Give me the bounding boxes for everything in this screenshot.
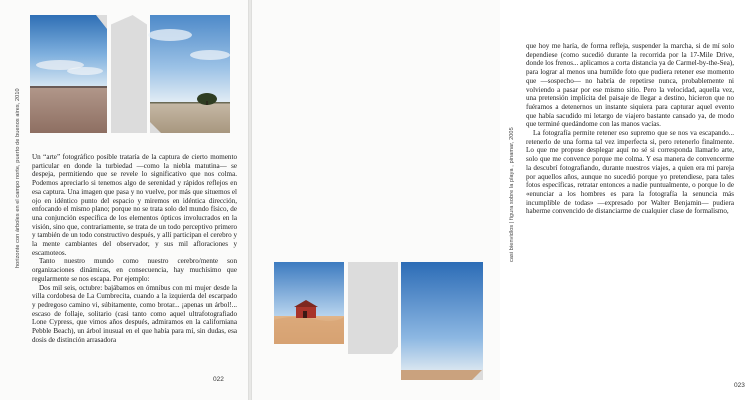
photo-lone-tree [150, 15, 230, 133]
body-text [32, 153, 237, 344]
sky-horizon-image [401, 262, 483, 380]
paragraph: que hoy me haría, de forma refleja, suspender la marcha, si de mí solo dependiese (como sucedió durante la recorrida por la 17-Mile Drive, donde los frenos... aplicamos a corta distancia ya de Carmel-by-the-Sea), para lograr al menos una humilde foto que pudiera retener ese momento que —sospecho— no habría de repetirse nunca, probablemente ni volviendo a pasar por ese mismo sitio. Pero la velocidad, aquella vez, una pretensión implícita del paisaje de llegar a destino, hicieron que no fuéramos a detenernos un instante siquiera para capturar aquel evento que había sacudido mi letargo de viajero bastante cansado ya, de modo que terminé quedándome con las manos vacías. [526, 42, 734, 129]
gray-spacer-panel [111, 15, 147, 133]
beach-house-image [274, 262, 344, 344]
lone-tree-image [150, 15, 230, 133]
photo-sky-horizon [401, 262, 483, 380]
right-page [252, 0, 745, 400]
paragraph: Tanto nuestro mundo como nuestro cerebro/mente son organizaciones dinámicas, en consecuencia, hay muchísimo que regularmente se nos escapa. Por ejemplo: [32, 257, 237, 283]
photo-beach-house [274, 262, 344, 344]
paragraph: Dos mil seis, octubre: bajábamos en ómnibus con mi mujer desde la villa cordobesa de La Cumbrecita, cuando a la izquierda del escarpado y pedregoso camino vi, súbitamente, como brotar... ¡apenas un árbol!... escaso de follaje, solitario (casi tanto como aquel ultrafotografiado Lone Cypress, que vimos años después, admiramos en la californiana Pebble Beach), un árbol inusual en el que había para mí, sin dudas, esa dosis de distinción arrasadora [32, 283, 237, 344]
body-text [526, 42, 734, 216]
photo-caption: casi bienvidlos | figura sobre la playa , pinamar, 2005 [509, 127, 515, 262]
paragraph: Un “arte” fotográfico posible trataría de la captura de cierto momento particular en donde la turbiedad —como la niebla matutina— se despeja, permitiendo que se revele lo significativo que nos colma. Podemos apreciarlo si tenemos algo de serenidad y rápidos reflejos en esa captura. Una imagen que pasa y no vuelve, por más que situemos el ojo en idéntico punto del espacio y miremos en idéntica dirección, enfocando el mismo plano; porque no se trata solo del mundo físico, de una conjunción específica de los elementos ópticos involucrados en la visión, sino que, contrariamente, se trata de un todo perceptivo primero y también de un todo constructivo después, y allí participan el cerebro y la mente cambiantes del observador, y sus mil afloraciones y escamoteos. [32, 153, 237, 257]
page-number: 022 [213, 376, 224, 383]
photo-lake-horizon [30, 15, 107, 133]
photo-caption: horizonte con árboles en el campo norte, puerto de buenos aires, 2010 [15, 88, 21, 268]
page-number: 023 [734, 382, 745, 389]
gray-spacer-panel [348, 262, 398, 354]
lake-horizon-image [30, 15, 107, 133]
left-page [0, 0, 248, 400]
paragraph: La fotografía permite retener eso supremo que se nos va escapando... retenerlo de una forma tal vez imperfecta si, pero retenerlo finalmente. Lo que me propuse desplegar aquí no sé si corresponda llamarlo arte, solo que me convence porque me colma. Y esa manera de convencerme la descubrí fotografiando, durante nuestros viajes, a quien era mi pareja por aquellos años, aunque no sucedió porque yo pretendiese, para tales fotos específicas, retratar entonces a nadie puntualmente, o porque lo de «enunciar a los hombres es para la fotografía la senuncia más incumplible de todas» —expresado por Walter Benjamin— pudiera haberme convencido de distanciarme de cualquier clase de formalismo, [526, 129, 734, 216]
